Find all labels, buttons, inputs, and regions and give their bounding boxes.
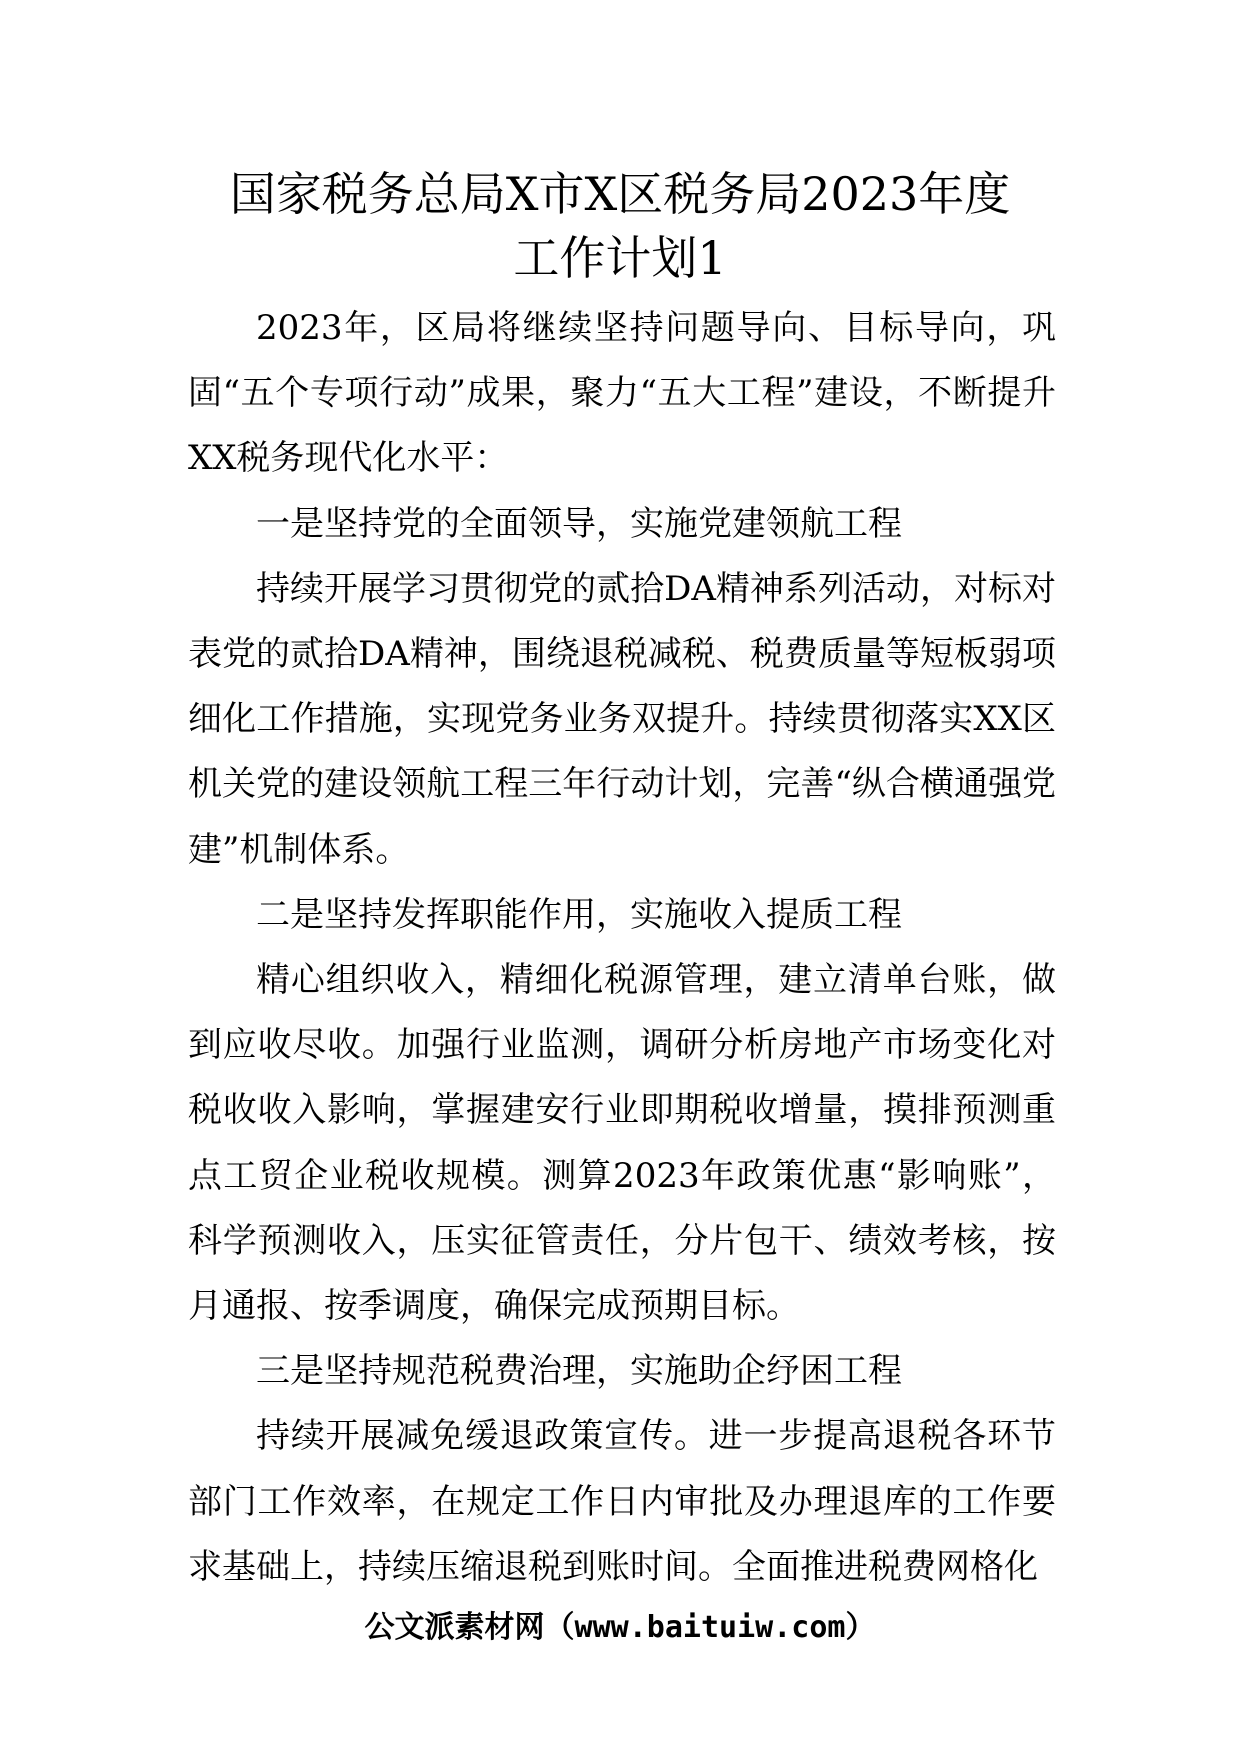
footer-close-paren: ） <box>845 1610 876 1645</box>
section-paragraph-2: 精心组织收入，精细化税源管理，建立清单台账，做到应收尽收。加强行业监测，调研分析房地产市场变化对税收收入影响，掌握建安行业即期税收增量，摸排预测重点工贸企业税收规模。测算2023年政策优惠“影响账”，科学预测收入，压实征管责任，分片包干、绩效考核，按月通报、按季调度，确保完成预期目标。 <box>188 960 1056 1327</box>
section-heading-2: 二是坚持发挥职能作用，实施收入提质工程 <box>256 894 902 935</box>
section-paragraph-3: 持续开展减免缓退政策宣传。进一步提高退税各环节部门工作效率，在规定工作日内审批及办理退库的工作要求基础上，持续压缩退税到账时间。全面推进税费网格化 <box>188 1416 1056 1587</box>
document-title-line-2: 工作计划1 <box>513 231 727 285</box>
section-heading-3: 三是坚持规范税费治理，实施助企纾困工程 <box>256 1351 902 1392</box>
intro-paragraph: 2023年，区局将继续坚持问题导向、目标导向，巩固“五个专项行动”成果，聚力“五大工程”建设，不断提升XX税务现代化水平： <box>188 308 1056 479</box>
footer-watermark <box>150 1608 1090 1648</box>
footer-url: www.baituiw.com <box>574 1610 846 1645</box>
section-paragraph-1: 持续开展学习贯彻党的贰拾DA精神系列活动，对标对表党的贰拾DA精神，围绕退税减税、税费质量等短板弱项细化工作措施，实现党务业务双提升。持续贯彻落实XX区机关党的建设领航工程三年行动计划，完善“纵合横通强党建”机制体系。 <box>188 568 1056 870</box>
section-heading-1: 一是坚持党的全面领导，实施党建领航工程 <box>256 503 902 544</box>
document-title-line-1: 国家税务总局X市X区税务局2023年度 <box>229 167 1011 221</box>
document-body <box>188 296 1056 1600</box>
footer-site-name: 公文派素材网（ <box>364 1610 575 1645</box>
